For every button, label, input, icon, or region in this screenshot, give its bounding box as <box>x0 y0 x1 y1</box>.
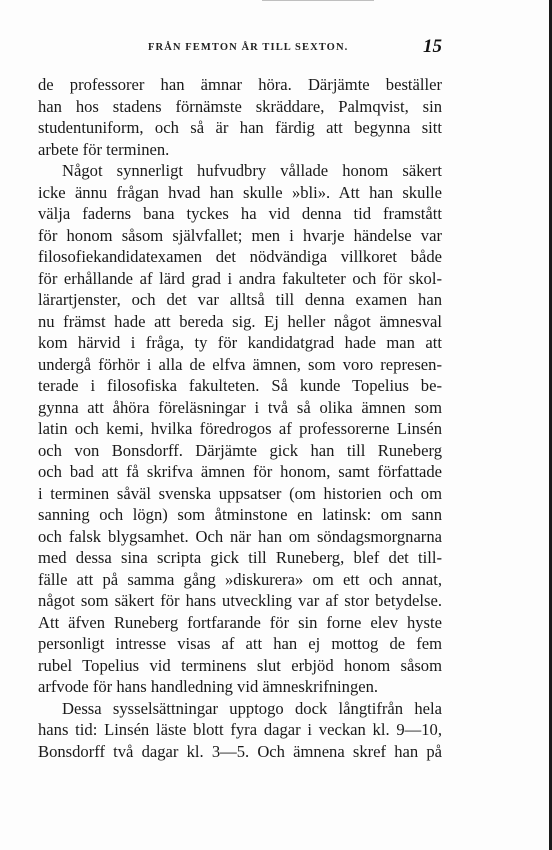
page-header <box>38 38 440 58</box>
text-line: studentuniform, och så är han färdig att begynna sitt <box>38 118 442 137</box>
text-line: nu främst hade att bereda sig. Ej heller något ämnesval <box>38 311 442 331</box>
text-line: lärartjenster, och det var alltså till denna examen han <box>38 290 442 309</box>
text-line: välja faderns bana tyckes ha vid denna tid framstått <box>38 204 442 223</box>
text-line: Något synnerligt hufvudbry vållade honom säkert <box>62 161 442 180</box>
text-line: för honom såsom självfallet; men i hvarje händelse var <box>38 225 442 245</box>
text-line: och von Bonsdorff. Därjämte gick han till Runeberg <box>38 440 442 460</box>
text-line: sanning och lögn) som åtminstone en latinsk: om sann <box>38 505 442 524</box>
text-line: gynna att åhöra föreläsningar i två så olika ämnen som <box>38 397 442 417</box>
text-line: de professorer han ämnar höra. Därjämte beställer <box>38 75 442 94</box>
text-line: Bonsdorff två dagar kl. 3—5. Och ämnena skref han på <box>38 741 442 761</box>
text-line: något som säkert för hans utveckling var af stor betydelse. <box>38 591 442 610</box>
text-line: icke ännu frågan hvad han skulle »bli». Att han skulle <box>38 182 442 202</box>
text-line: terade i filosofiska fakulteten. Så kunde Topelius be- <box>38 376 442 395</box>
text-line: och bad att få skrifva ämnen för honom, samt författade <box>38 462 442 481</box>
text-line: med dessa sina scripta gick till Runeberg, blef det till- <box>38 548 442 567</box>
text-line: i terminen såväl svenska uppsatser (om historien och om <box>38 483 442 503</box>
text-line: arbete för terminen. <box>38 139 170 159</box>
text-line: hans tid: Linsén läste blott fyra dagar i veckan kl. 9—10, <box>38 720 442 739</box>
body-text <box>38 74 442 762</box>
text-line: han hos stadens förnämste skräddare, Palmqvist, sin <box>38 96 442 116</box>
text-line: Att äfven Runeberg fortfarande för sin forne elev hyste <box>38 612 442 632</box>
text-line: rubel Topelius vid terminens slut erbjöd honom såsom <box>38 655 442 675</box>
text-line: fälle att på samma gång »diskurera» om ett och annat, <box>38 569 442 589</box>
text-line: personligt intresse visas af att han ej mottog de fem <box>38 634 442 653</box>
page-edge-rule <box>262 0 374 1</box>
running-head: FRÅN FEMTON ÅR TILL SEXTON. <box>148 42 349 53</box>
text-line: Dessa sysselsättningar upptogo dock långtifrån hela <box>62 698 442 718</box>
text-line: filosofiekandidatexamen det nödvändiga villkoret både <box>38 247 442 266</box>
text-line: arfvode för hans handledning vid ämneskrifningen. <box>38 677 379 696</box>
text-line: kom härvid i fråga, ty för kandidatgrad hade man att <box>38 333 442 352</box>
text-line: undergå förhör i alla de elfva ämnen, som voro represen- <box>38 354 442 374</box>
text-line: för erhållande af lärd grad i andra fakulteter och för skol- <box>38 268 442 288</box>
text-line: latin och kemi, hvilka föredrogos af professorerne Linsén <box>38 419 442 438</box>
page-number: 15 <box>423 36 442 57</box>
text-line: och falsk blygsamhet. Och när han om söndagsmorgnarna <box>38 526 442 546</box>
